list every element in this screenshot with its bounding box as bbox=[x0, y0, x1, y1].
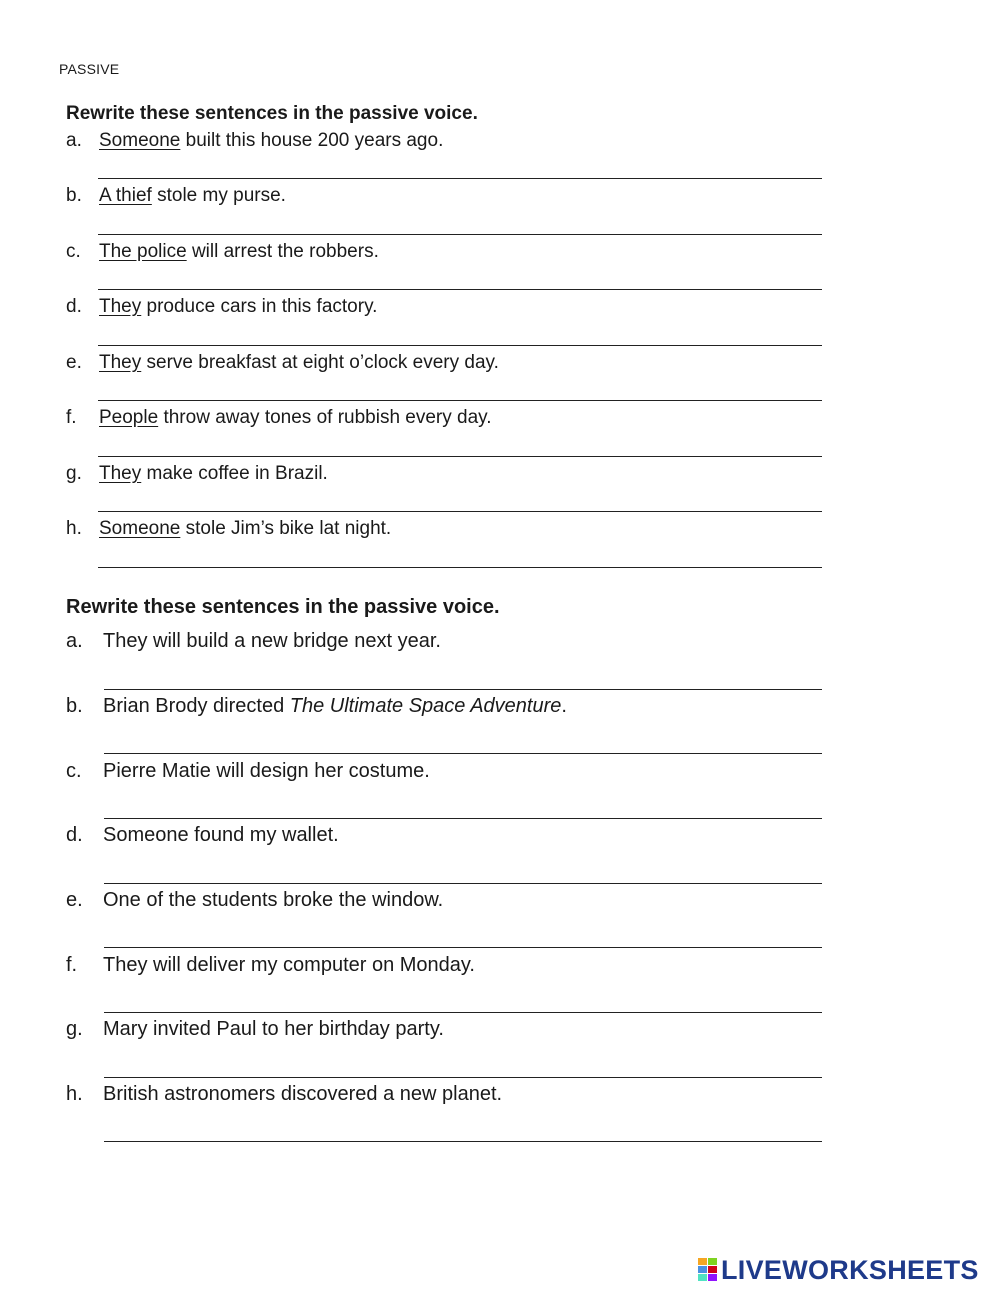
list-item bbox=[66, 1083, 826, 1143]
item-text: Mary invited Paul to her birthday party. bbox=[103, 1018, 444, 1040]
item-letter: b. bbox=[66, 185, 82, 206]
list-item bbox=[66, 185, 826, 245]
item-letter: a. bbox=[66, 630, 83, 652]
item-letter: d. bbox=[66, 296, 82, 317]
item-subject: They bbox=[99, 463, 142, 484]
item-sentence bbox=[99, 296, 377, 318]
list-item bbox=[66, 889, 826, 949]
item-sentence bbox=[99, 407, 492, 429]
list-item bbox=[66, 1018, 826, 1078]
item-letter: b. bbox=[66, 695, 83, 717]
liveworksheets-logo bbox=[698, 1255, 979, 1285]
item-subject: People bbox=[99, 407, 159, 428]
answer-line[interactable] bbox=[98, 400, 822, 401]
list-item bbox=[66, 824, 826, 884]
item-subject: They bbox=[99, 352, 142, 373]
item-letter: g. bbox=[66, 1018, 83, 1040]
answer-line[interactable] bbox=[104, 689, 822, 690]
item-rest: throw away tones of rubbish every day. bbox=[158, 407, 492, 428]
item-text: Someone found my wallet. bbox=[103, 824, 339, 846]
liveworksheets-logo-icon bbox=[698, 1258, 718, 1282]
item-sentence bbox=[103, 1083, 502, 1106]
item-rest: stole Jim’s bike lat night. bbox=[180, 518, 392, 539]
item-text: They will deliver my computer on Monday. bbox=[103, 954, 475, 976]
list-item bbox=[66, 760, 826, 820]
section1-heading: Rewrite these sentences in the passive voice. bbox=[66, 103, 478, 124]
item-letter: h. bbox=[66, 518, 82, 539]
list-item bbox=[66, 130, 826, 190]
list-item bbox=[66, 407, 826, 467]
item-letter: c. bbox=[66, 241, 81, 262]
answer-line[interactable] bbox=[104, 1012, 822, 1013]
item-rest: serve breakfast at eight o’clock every day. bbox=[141, 352, 499, 373]
item-subject: Someone bbox=[99, 518, 181, 539]
answer-line[interactable] bbox=[98, 567, 822, 568]
item-rest: make coffee in Brazil. bbox=[141, 463, 328, 484]
item-subject: They bbox=[99, 296, 142, 317]
list-item bbox=[66, 463, 826, 523]
item-sentence bbox=[103, 954, 475, 977]
item-letter: e. bbox=[66, 352, 82, 373]
answer-line[interactable] bbox=[104, 883, 822, 884]
item-sentence bbox=[103, 889, 443, 912]
list-item bbox=[66, 518, 826, 578]
answer-line[interactable] bbox=[104, 947, 822, 948]
item-sentence bbox=[99, 463, 328, 485]
document-label: PASSIVE bbox=[59, 61, 120, 77]
item-subject: Someone bbox=[99, 130, 181, 151]
item-sentence bbox=[103, 1018, 444, 1041]
item-letter: e. bbox=[66, 889, 83, 911]
item-text: One of the students broke the window. bbox=[103, 889, 444, 911]
answer-line[interactable] bbox=[104, 753, 822, 754]
answer-line[interactable] bbox=[104, 1141, 822, 1142]
item-letter: a. bbox=[66, 130, 82, 151]
answer-line[interactable] bbox=[98, 345, 822, 346]
answer-line[interactable] bbox=[104, 1077, 822, 1078]
item-sentence bbox=[99, 185, 286, 207]
item-rest: produce cars in this factory. bbox=[141, 296, 378, 317]
list-item bbox=[66, 352, 826, 412]
list-item bbox=[66, 954, 826, 1014]
item-text: Brian Brody directed bbox=[103, 695, 290, 717]
item-subject: The police bbox=[99, 241, 187, 262]
item-rest: stole my purse. bbox=[151, 185, 286, 206]
item-rest: built this house 200 years ago. bbox=[180, 130, 444, 151]
item-rest: will arrest the robbers. bbox=[186, 241, 379, 262]
list-item bbox=[66, 630, 826, 690]
item-sentence bbox=[99, 241, 379, 263]
item-letter: g. bbox=[66, 463, 82, 484]
item-text: British astronomers discovered a new planet. bbox=[103, 1083, 503, 1105]
answer-line[interactable] bbox=[98, 456, 822, 457]
answer-line[interactable] bbox=[98, 234, 822, 235]
answer-line[interactable] bbox=[98, 178, 822, 179]
answer-line[interactable] bbox=[98, 511, 822, 512]
item-letter: h. bbox=[66, 1083, 83, 1105]
logo-text: LIVEWORKSHEETS bbox=[721, 1254, 979, 1285]
item-sentence bbox=[99, 130, 443, 152]
item-sentence bbox=[103, 824, 339, 847]
item-letter: d. bbox=[66, 824, 83, 846]
item-sentence bbox=[103, 695, 567, 718]
item-sentence bbox=[99, 518, 391, 540]
list-item bbox=[66, 241, 826, 301]
item-letter: f. bbox=[66, 954, 78, 976]
item-text: Pierre Matie will design her costume. bbox=[103, 760, 430, 782]
answer-line[interactable] bbox=[104, 818, 822, 819]
item-text: They will build a new bridge next year. bbox=[103, 630, 441, 652]
item-sentence bbox=[103, 760, 430, 783]
item-sentence bbox=[103, 630, 441, 653]
item-subject: A thief bbox=[99, 185, 152, 206]
section2-heading: Rewrite these sentences in the passive voice. bbox=[66, 596, 500, 618]
list-item bbox=[66, 296, 826, 356]
list-item bbox=[66, 695, 826, 755]
item-letter: f. bbox=[66, 407, 77, 428]
answer-line[interactable] bbox=[98, 289, 822, 290]
movie-title: The Ultimate Space Adventure bbox=[289, 695, 562, 717]
item-sentence bbox=[99, 352, 499, 374]
item-letter: c. bbox=[66, 760, 82, 782]
item-end: . bbox=[561, 695, 567, 717]
